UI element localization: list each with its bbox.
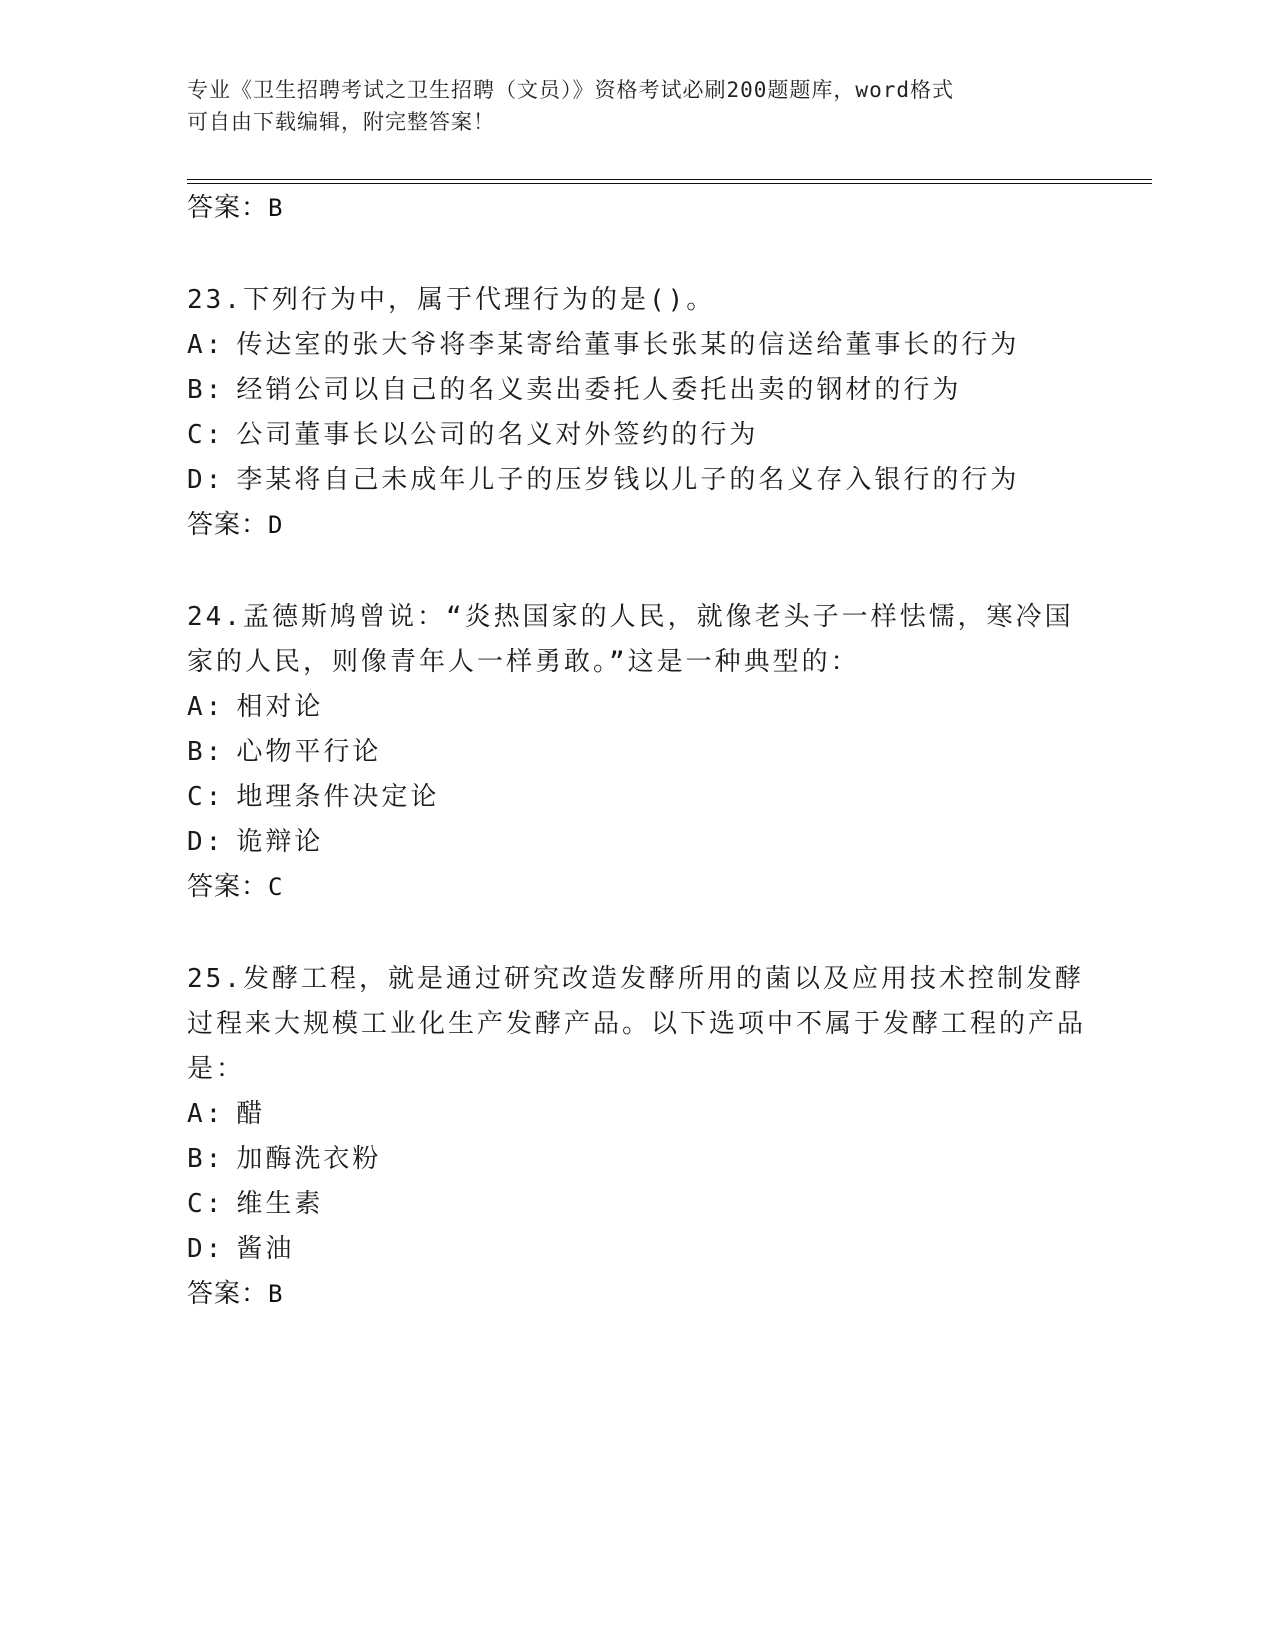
option-b bbox=[187, 1137, 1087, 1182]
option-text: 心物平行论 bbox=[236, 737, 382, 767]
answer-value: B bbox=[268, 194, 284, 222]
option-text: 酱油 bbox=[236, 1234, 295, 1264]
option-letter: C: bbox=[187, 782, 225, 812]
previous-answer bbox=[187, 186, 1087, 231]
question-answer bbox=[187, 1272, 1087, 1317]
question-answer bbox=[187, 865, 1087, 910]
option-letter: A: bbox=[187, 1099, 225, 1129]
answer-label: 答案： bbox=[187, 1279, 269, 1309]
option-letter: A: bbox=[187, 692, 225, 722]
option-letter: D: bbox=[187, 827, 225, 857]
question-list bbox=[187, 186, 1087, 1317]
option-c bbox=[187, 1182, 1087, 1227]
option-text: 诡辩论 bbox=[236, 827, 324, 857]
option-d bbox=[187, 1227, 1087, 1272]
answer-label: 答案： bbox=[187, 510, 269, 540]
option-letter: C: bbox=[187, 1189, 225, 1219]
option-c bbox=[187, 775, 1087, 820]
question-text: 24.孟德斯鸠曾说：“炎热国家的人民，就像老头子一样怯懦，寒冷国家的人民，则像青年人一样勇敢。”这是一种典型的： bbox=[187, 602, 1074, 677]
question-text: 23.下列行为中，属于代理行为的是()。 bbox=[187, 285, 716, 315]
option-a bbox=[187, 1092, 1087, 1137]
option-letter: A: bbox=[187, 330, 225, 360]
option-letter: D: bbox=[187, 465, 225, 495]
header-line-1: 专业《卫生招聘考试之卫生招聘（文员）》资格考试必刷200题题库，word格式 bbox=[187, 78, 954, 102]
option-text: 维生素 bbox=[236, 1189, 324, 1219]
option-text: 加酶洗衣粉 bbox=[236, 1144, 382, 1174]
answer-label: 答案： bbox=[187, 193, 269, 223]
option-c bbox=[187, 413, 1087, 458]
option-d bbox=[187, 458, 1087, 503]
option-text: 地理条件决定论 bbox=[236, 782, 440, 812]
option-text: 传达室的张大爷将李某寄给董事长张某的信送给董事长的行为 bbox=[236, 330, 1020, 360]
header-divider-bottom bbox=[187, 183, 1152, 184]
question-23 bbox=[187, 278, 1087, 548]
document-header bbox=[187, 74, 1067, 138]
question-answer bbox=[187, 503, 1087, 548]
question-25 bbox=[187, 957, 1087, 1317]
option-letter: C: bbox=[187, 420, 225, 450]
option-text: 李某将自己未成年儿子的压岁钱以儿子的名义存入银行的行为 bbox=[236, 465, 1020, 495]
answer-value: D bbox=[268, 511, 284, 539]
option-text: 经销公司以自己的名义卖出委托人委托出卖的钢材的行为 bbox=[236, 375, 962, 405]
question-text: 25.发酵工程，就是通过研究改造发酵所用的菌以及应用技术控制发酵过程来大规模工业化生产发酵产品。以下选项中不属于发酵工程的产品是： bbox=[187, 964, 1087, 1084]
option-letter: B: bbox=[187, 737, 225, 767]
option-text: 公司董事长以公司的名义对外签约的行为 bbox=[236, 420, 759, 450]
option-letter: B: bbox=[187, 375, 225, 405]
question-24 bbox=[187, 595, 1087, 910]
option-letter: D: bbox=[187, 1234, 225, 1264]
header-line-2: 可自由下载编辑，附完整答案！ bbox=[187, 110, 495, 134]
option-d bbox=[187, 820, 1087, 865]
option-b bbox=[187, 730, 1087, 775]
option-text: 醋 bbox=[236, 1099, 266, 1129]
option-a bbox=[187, 323, 1087, 368]
answer-value: B bbox=[268, 1280, 284, 1308]
option-a bbox=[187, 685, 1087, 730]
header-divider-top bbox=[187, 179, 1152, 180]
option-b bbox=[187, 368, 1087, 413]
answer-value: C bbox=[268, 873, 284, 901]
answer-label: 答案： bbox=[187, 872, 269, 902]
option-letter: B: bbox=[187, 1144, 225, 1174]
option-text: 相对论 bbox=[236, 692, 324, 722]
